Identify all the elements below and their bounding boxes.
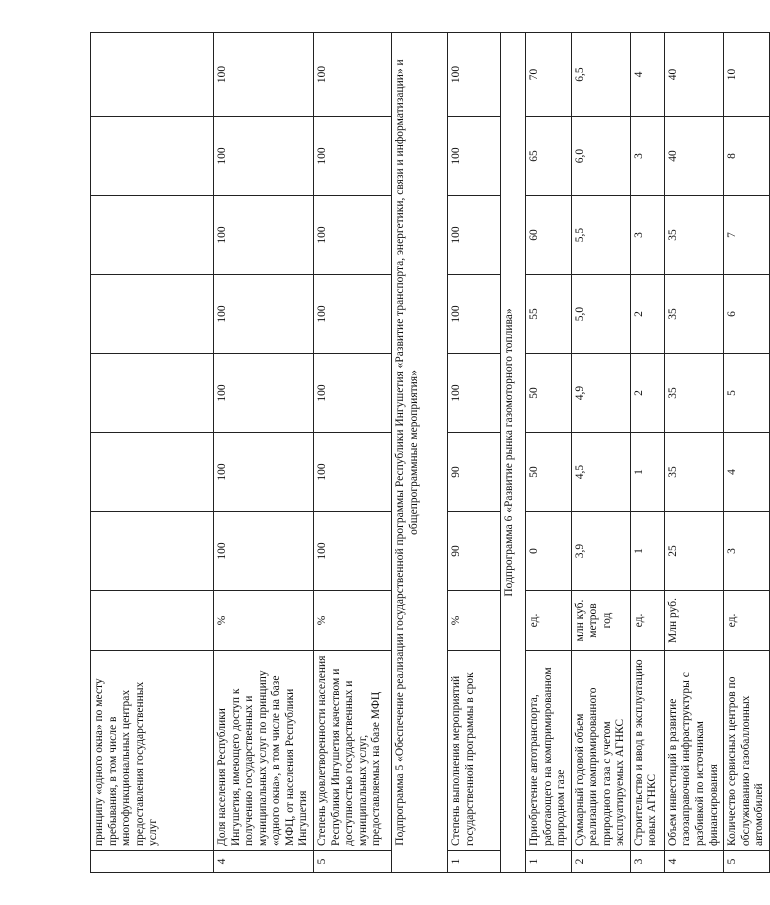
unit-cell: ед. — [724, 591, 770, 651]
value-cell: 100 — [447, 33, 500, 117]
table-row — [313, 33, 391, 873]
value-cell: 50 — [525, 433, 571, 512]
value-cell: 6 — [724, 275, 770, 354]
value-cell — [91, 433, 214, 512]
table-row — [571, 33, 630, 873]
unit-cell: % — [313, 591, 391, 651]
value-cell: 1 — [630, 512, 664, 591]
value-cell: 6,5 — [571, 33, 630, 117]
value-cell: 4,9 — [571, 354, 630, 433]
value-cell: 100 — [447, 275, 500, 354]
indicator-name: Степень выполнения мероприятий государственной программы в срок — [447, 651, 500, 851]
unit-cell: % — [447, 591, 500, 651]
rotated-page — [90, 33, 770, 873]
value-cell: 35 — [664, 196, 723, 275]
value-cell: 4 — [724, 433, 770, 512]
indicator-name: Суммарный годовой объем реализации компримированного природного газа с учетом эксплуатируемых АГНКС — [571, 651, 630, 851]
value-cell — [91, 512, 214, 591]
value-cell: 100 — [313, 33, 391, 117]
value-cell: 90 — [447, 433, 500, 512]
value-cell: 5 — [724, 354, 770, 433]
value-cell: 100 — [214, 354, 314, 433]
unit-cell: ед. — [525, 591, 571, 651]
value-cell: 100 — [214, 512, 314, 591]
table-row — [214, 33, 314, 873]
value-cell: 100 — [214, 275, 314, 354]
value-cell: 40 — [664, 33, 723, 117]
unit-cell — [91, 591, 214, 651]
subprogram-row — [391, 33, 447, 873]
value-cell: 6,0 — [571, 117, 630, 196]
value-cell — [91, 33, 214, 117]
table-row — [447, 33, 500, 873]
value-cell: 8 — [724, 117, 770, 196]
value-cell: 25 — [664, 512, 723, 591]
table-row — [91, 33, 214, 873]
value-cell: 100 — [313, 117, 391, 196]
value-cell: 100 — [313, 433, 391, 512]
row-number — [91, 851, 214, 873]
value-cell: 100 — [447, 196, 500, 275]
indicator-name: Объем инвестиций в развитие газозаправочной инфраструктуры с разбивкой по источникам финансирования — [664, 651, 723, 851]
subprogram-title: Подпрограмма 5 «Обеспечение реализации государственной программы Республики Ингушетия «Развитие транспорта, энергетики, связи и информатизации» и общепрограммные мероприятия» — [391, 33, 447, 873]
value-cell — [91, 117, 214, 196]
indicators-table — [90, 32, 770, 873]
row-number: 2 — [571, 851, 630, 873]
indicator-name: Количество сервисных центров по обслуживанию газобаллонных автомобилей — [724, 651, 770, 851]
unit-cell: % — [214, 591, 314, 651]
row-number: 1 — [525, 851, 571, 873]
value-cell: 100 — [313, 196, 391, 275]
subprogram-row — [500, 33, 525, 873]
indicator-name: Степень удовлетворенности населения Республики Ингушетия качеством и доступностью государственных и муниципальных услуг, предоставляемых на базе МФЦ — [313, 651, 391, 851]
subprogram-title: Подпрограмма 6 «Развитие рынка газомоторного топлива» — [500, 33, 525, 873]
value-cell: 50 — [525, 354, 571, 433]
value-cell: 3 — [630, 117, 664, 196]
value-cell — [91, 354, 214, 433]
value-cell: 100 — [214, 196, 314, 275]
table-row — [724, 33, 770, 873]
row-number: 5 — [313, 851, 391, 873]
value-cell: 100 — [447, 117, 500, 196]
value-cell: 4,5 — [571, 433, 630, 512]
value-cell: 100 — [447, 354, 500, 433]
value-cell: 35 — [664, 275, 723, 354]
value-cell: 5,5 — [571, 196, 630, 275]
unit-cell: ед. — [630, 591, 664, 651]
value-cell: 3 — [630, 196, 664, 275]
value-cell: 55 — [525, 275, 571, 354]
value-cell: 0 — [525, 512, 571, 591]
value-cell: 10 — [724, 33, 770, 117]
value-cell: 3 — [724, 512, 770, 591]
row-number: 3 — [630, 851, 664, 873]
value-cell: 100 — [313, 354, 391, 433]
value-cell — [91, 196, 214, 275]
value-cell: 3,9 — [571, 512, 630, 591]
value-cell: 5,0 — [571, 275, 630, 354]
row-number: 5 — [724, 851, 770, 873]
value-cell — [91, 275, 214, 354]
value-cell: 100 — [214, 117, 314, 196]
table-body — [91, 33, 770, 873]
indicator-name: Приобретение автотранспорта, работающего на компримированном природном газе — [525, 651, 571, 851]
indicator-name: Доля населения Республики Ингушетия, имеющего доступ к получению государственных и муниципальных услуг по принципу «одного окна», в том числе на базе МФЦ, от населения Республики Ингушетия — [214, 651, 314, 851]
value-cell: 100 — [214, 433, 314, 512]
indicator-name: Строительство и ввод в эксплуатацию новых АГНКС — [630, 651, 664, 851]
value-cell: 1 — [630, 433, 664, 512]
value-cell: 100 — [313, 512, 391, 591]
value-cell: 4 — [630, 33, 664, 117]
value-cell: 90 — [447, 512, 500, 591]
value-cell: 35 — [664, 433, 723, 512]
value-cell: 100 — [313, 275, 391, 354]
unit-cell: Млн руб. — [664, 591, 723, 651]
value-cell: 65 — [525, 117, 571, 196]
value-cell: 35 — [664, 354, 723, 433]
row-number: 4 — [664, 851, 723, 873]
row-number: 4 — [214, 851, 314, 873]
value-cell: 100 — [214, 33, 314, 117]
table-row — [525, 33, 571, 873]
table-row — [664, 33, 723, 873]
table-row — [630, 33, 664, 873]
value-cell: 60 — [525, 196, 571, 275]
value-cell: 2 — [630, 354, 664, 433]
value-cell: 7 — [724, 196, 770, 275]
row-number: 1 — [447, 851, 500, 873]
indicator-name: принципу «одного окна» по месту пребывания, в том числе в многофункциональных центрах предоставления государственных услуг — [91, 651, 214, 851]
value-cell: 40 — [664, 117, 723, 196]
value-cell: 70 — [525, 33, 571, 117]
value-cell: 2 — [630, 275, 664, 354]
unit-cell: млн куб. метров год — [571, 591, 630, 651]
